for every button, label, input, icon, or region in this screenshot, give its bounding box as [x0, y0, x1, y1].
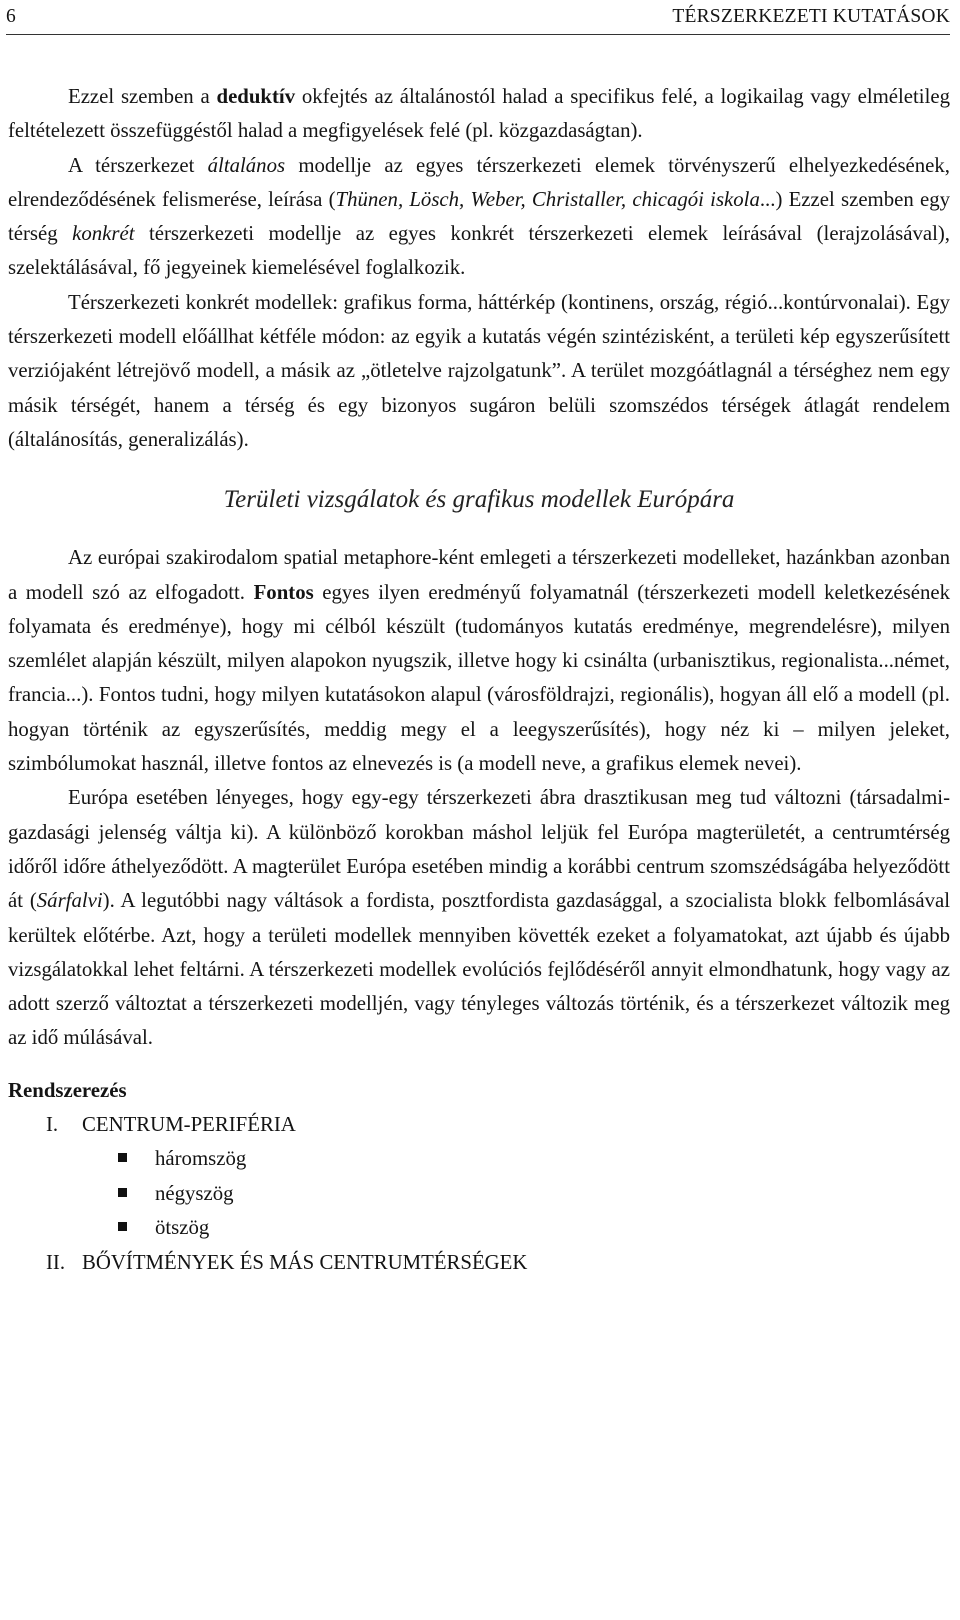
section-title: Rendszerezés: [8, 1078, 127, 1102]
paragraph-europe: Európa esetében lényeges, hogy egy-egy térszerkezeti ábra drasztikusan meg tud változni (társadalmi-gazdasági jelenség váltja ki). A különböző korokban máshol leljük fel Európa magterületét, a centrumtérség időről időre áthelyeződött. A magterület Európa esetében mindig a korábbi centrum szomszédságába helyeződött át (Sárfalvi). A legutóbbi nagy váltások a fordista, posztfordista gazdasággal, a szocialista blokk felbomlásával kerültek előtérbe. Azt, hogy a területi modellek mennyiben követték ezeket a folyamatokat, azt újabb és újabb vizsgálatokkal lehet feltárni. A térszerkezeti modellek evolúciós fejlődéséről annyit elmondhatunk, hogy vagy az adott szerző változtat a térszerkezeti modelljén, vagy tényleges változás történik, és a térszerkezet változik meg az idő múlásával.: [8, 786, 950, 1050]
list-label: BŐVÍTMÉNYEK ÉS MÁS CENTRUMTÉRSÉGEK: [82, 1250, 528, 1274]
square-bullet-icon: [118, 1188, 127, 1197]
paragraph-spatial-metaphor: Az európai szakirodalom spatial metaphore-ként emlegeti a térszerkezeti modelleket, hazánkban azonban a modell szó az elfogadott. Fontos egyes ilyen eredményű folyamatnál (térszerkezeti modell keletkezésének folyamata és eredménye), hogy mi célból készült (tudományos kutatás eredménye, megrendelésre), milyen szemlélet alapján készült, milyen alapokon nyugszik, illetve hogy ki csinálta (urbanisztikus, regionalista...német, francia...). Fontos tudni, hogy milyen kutatásokon alapul (városföldrajzi, regionális), hogyan áll elő a modell (pl. hogyan történik az egyszerűsítés, meddig megy el a leegyszerűsítés), hogy néz ki – milyen jeleket, szimbólumokat használ, illetve fontos az elnevezés is (a modell neve, a grafikus elemek nevei).: [8, 546, 950, 776]
list-label: CENTRUM-PERIFÉRIA: [82, 1112, 296, 1136]
running-title: TÉRSZERKEZETI KUTATÁSOK: [672, 6, 950, 27]
author-sarfalvi: Sárfalvi: [36, 889, 103, 913]
section-subtitle: Területi vizsgálatok és grafikus modellek Európára: [223, 486, 735, 514]
page-body: [8, 80, 950, 1280]
paragraph-deductive: Ezzel szemben a deduktív okfejtés az általánostól halad a specifikus felé, a logikailag vagy elméletileg feltételezett összefüggéstől halad a megfigyelések felé (pl. közgazdaságtan).: [8, 85, 950, 143]
author-list: Thünen, Lösch, Weber, Christaller, chicagói iskola: [335, 187, 760, 211]
paragraph-general-model: A térszerkezet általános modellje az egyes térszerkezeti elemek törvényszerű elhelyezkedésének, elrendeződésének felismerése, leírása (Thünen, Lösch, Weber, Christaller, chicagói iskola...) Ezzel szemben egy térség konkrét térszerkezeti modellje az egyes konkrét térszerkezeti elemek leírásával (lerajzolásával), szelektálásával, fő jegyeinek kiemelésével foglalkozik.: [8, 153, 950, 280]
list-numeral: II.: [46, 1250, 66, 1274]
term-general: általános: [207, 153, 286, 177]
page-number: 6: [6, 6, 16, 27]
page-header: [6, 4, 950, 35]
square-bullet-icon: [118, 1153, 127, 1162]
list-item-main: [8, 1246, 950, 1281]
term-concrete: konkrét: [72, 222, 135, 246]
paragraph-concrete-models: Térszerkezeti konkrét modellek: grafikus forma, háttérkép (kontinens, ország, régió...kontúrvonalai). Egy térszerkezeti modell előállhat kétféle módon: az egyik a kutatás végén szintézisként, a területi kép egyszerűsített verziójaként létrejövő modell, a másik az „ötletelve rajzolgatunk”. A terület mozgóátlagnál a térséghez nem egy másik térségét, hanem a térség és egy bizonyos sugáron belüli szomszédos térségek átlagát rendelem (általánosítás, generalizálás).: [8, 290, 950, 451]
list-numeral: I.: [46, 1112, 59, 1136]
term-deductive: deduktív: [216, 85, 296, 108]
term-important: Fontos: [253, 580, 314, 604]
list-item-main: [8, 1108, 950, 1143]
square-bullet-icon: [118, 1222, 127, 1231]
list-subitem: ötszög: [8, 1211, 950, 1246]
list-subitem: négyszög: [8, 1177, 950, 1212]
list-subitem: háromszög: [8, 1142, 950, 1177]
